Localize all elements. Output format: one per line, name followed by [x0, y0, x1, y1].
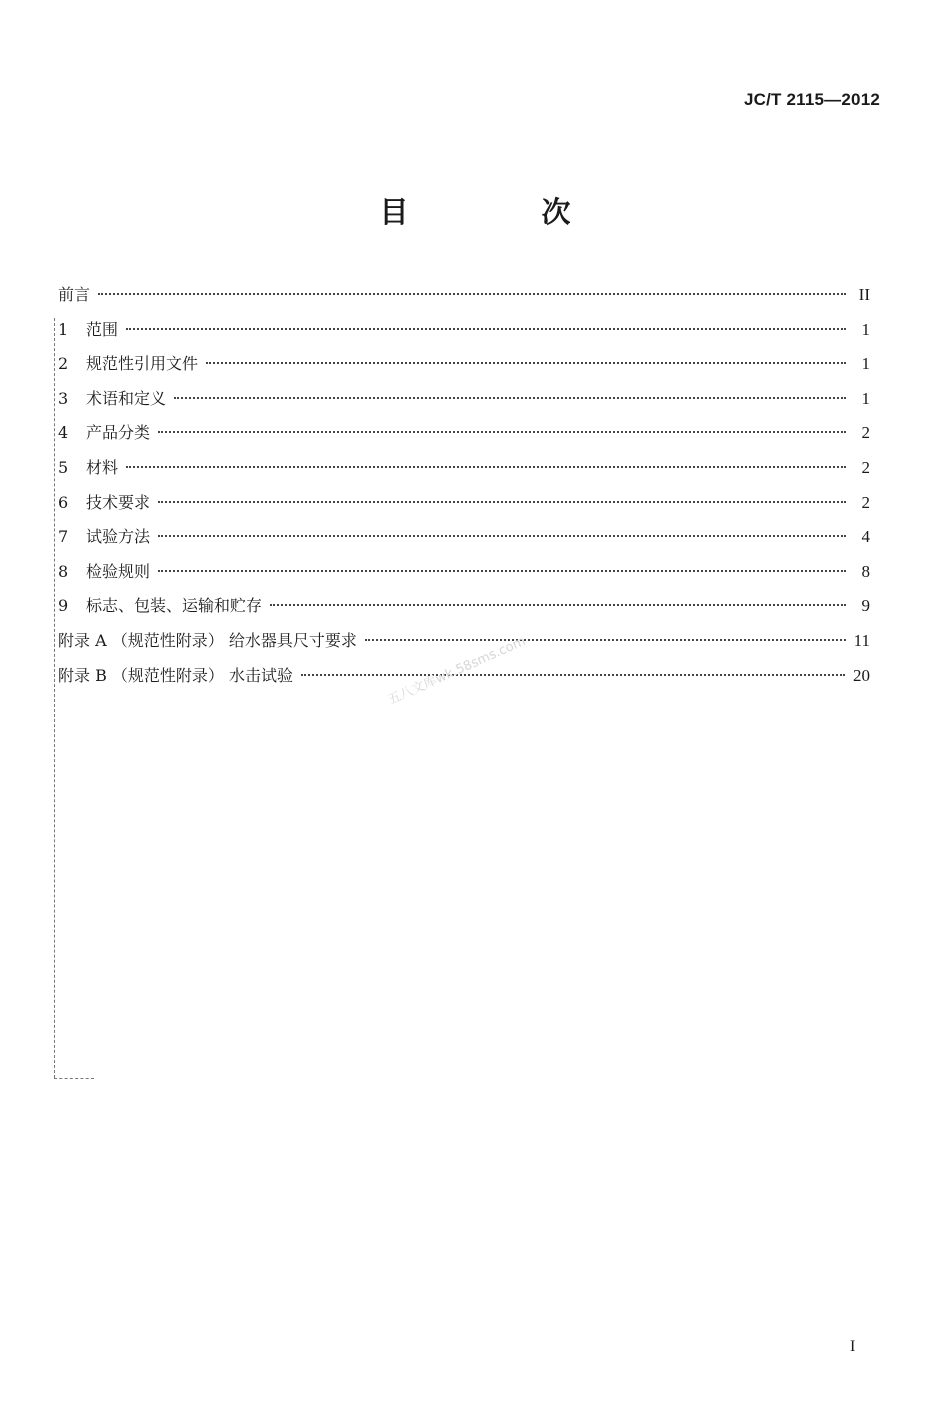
- toc-dot-leader: [301, 674, 845, 676]
- toc-entry-page: 2: [861, 457, 870, 477]
- toc-entry[interactable]: [58, 278, 870, 313]
- page-title: 目 次: [379, 195, 623, 229]
- toc-dot-leader: [158, 570, 846, 572]
- toc-entry-label: 规范性引用文件: [86, 354, 199, 374]
- toc-dot-leader: [98, 293, 846, 295]
- toc-entry[interactable]: [58, 347, 870, 382]
- table-of-contents: [58, 278, 870, 693]
- toc-entry-label: 材料: [86, 457, 119, 477]
- toc-entry[interactable]: [58, 382, 870, 417]
- toc-entry-label: 产品分类: [86, 423, 151, 443]
- toc-entry-number: 7: [58, 527, 69, 547]
- toc-entry-page: 1: [861, 354, 870, 374]
- toc-entry-page: 8: [861, 561, 870, 581]
- page-number: I: [850, 1338, 856, 1355]
- toc-dot-leader: [126, 328, 846, 330]
- toc-entry[interactable]: [58, 313, 870, 348]
- toc-entry-number: 6: [58, 492, 69, 512]
- toc-dot-leader: [206, 362, 846, 364]
- toc-entry-page: 2: [861, 492, 870, 512]
- binding-margin-line: [54, 318, 55, 1078]
- toc-entry-label: 标志、包装、运输和贮存: [86, 596, 263, 616]
- toc-dot-leader: [174, 397, 846, 399]
- toc-entry[interactable]: [58, 416, 870, 451]
- toc-entry-label: 试验方法: [86, 527, 151, 547]
- toc-entry-label: 范围: [86, 319, 119, 339]
- toc-entry-page: II: [858, 285, 870, 304]
- watermark: 五八文库wk.58sms.com: [385, 633, 528, 709]
- toc-entry[interactable]: [58, 624, 870, 659]
- toc-entry-page: 4: [861, 527, 870, 547]
- toc-entry-number: 9: [58, 596, 69, 616]
- toc-entry[interactable]: [58, 589, 870, 624]
- toc-entry-label: 附录 B （规范性附录） 水击试验: [58, 665, 294, 685]
- document-code: JC/T 2115—2012: [743, 90, 880, 109]
- toc-entry-number: 4: [58, 423, 69, 443]
- toc-entry[interactable]: [58, 451, 870, 486]
- toc-dot-leader: [158, 431, 846, 433]
- toc-dot-leader: [158, 501, 846, 503]
- binding-margin-corner: [54, 1078, 94, 1079]
- toc-entry-page: 1: [861, 319, 870, 339]
- toc-dot-leader: [365, 639, 846, 641]
- toc-entry[interactable]: [58, 555, 870, 590]
- toc-entry-page: 11: [853, 630, 870, 650]
- toc-entry-label: 附录 A （规范性附录） 给水器具尺寸要求: [58, 630, 357, 650]
- toc-entry-page: 2: [861, 423, 870, 443]
- toc-entry-number: 2: [58, 354, 69, 374]
- toc-entry-label: 术语和定义: [86, 388, 167, 408]
- toc-dot-leader: [126, 466, 846, 468]
- toc-entry-page: 20: [853, 665, 870, 685]
- toc-entry-number: 1: [58, 319, 69, 339]
- toc-entry-label: 前言: [58, 285, 91, 304]
- toc-dot-leader: [270, 604, 846, 606]
- toc-entry-page: 1: [861, 388, 870, 408]
- toc-entry[interactable]: [58, 520, 870, 555]
- toc-entry-label: 检验规则: [86, 561, 151, 581]
- toc-entry[interactable]: [58, 486, 870, 521]
- toc-entry-number: 8: [58, 561, 69, 581]
- toc-entry-number: 3: [58, 388, 69, 408]
- toc-entry-number: 5: [58, 457, 69, 477]
- toc-dot-leader: [158, 535, 846, 537]
- toc-entry-page: 9: [861, 596, 870, 616]
- toc-entry-label: 技术要求: [86, 492, 151, 512]
